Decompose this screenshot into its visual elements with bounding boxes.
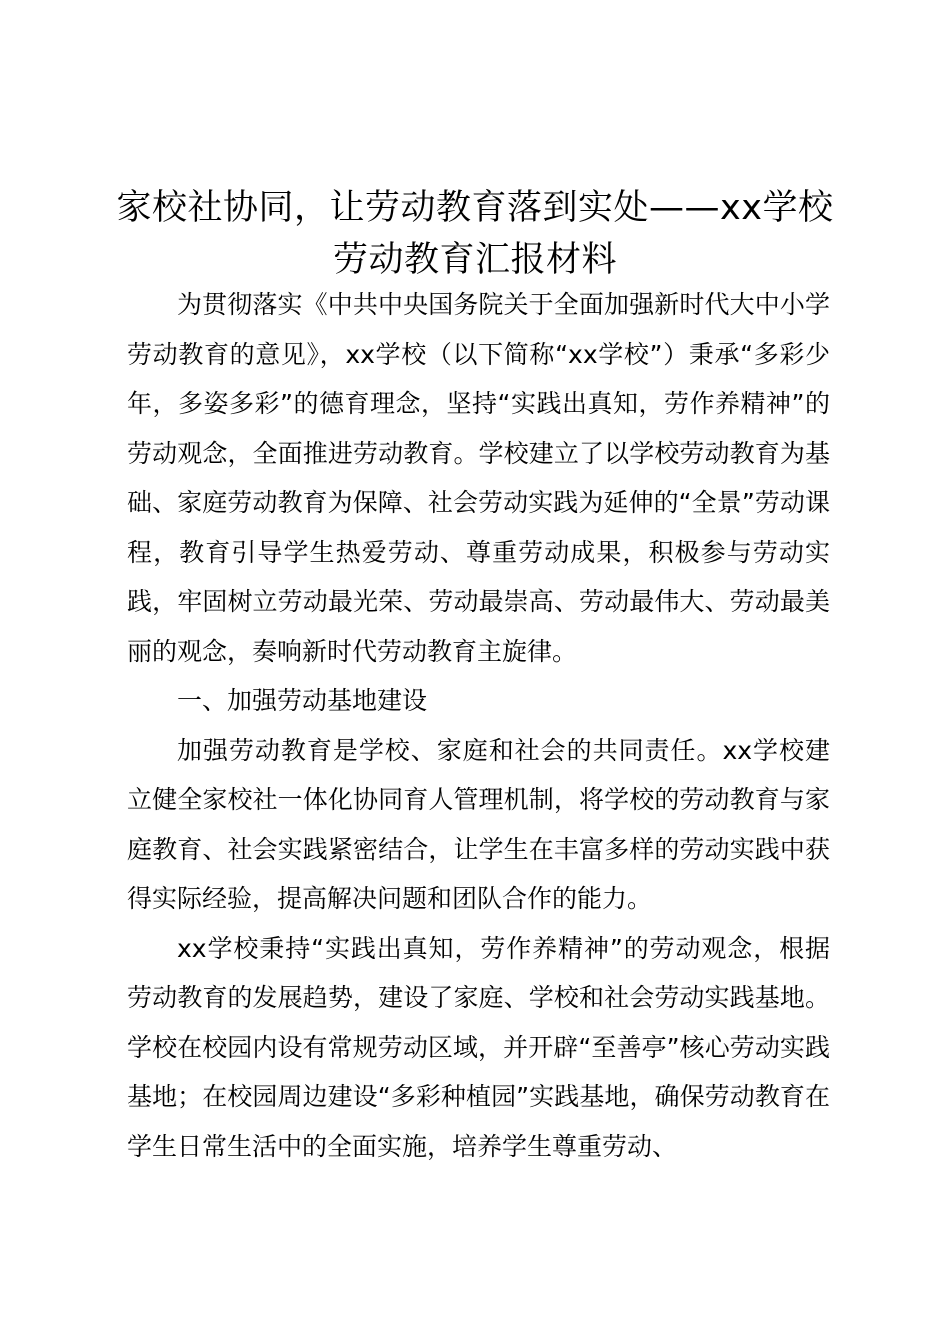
document-body [127, 280, 830, 1171]
section-heading: 一、加强劳动基地建设 [177, 686, 428, 715]
section-paragraph: xx学校秉持“实践出真知，劳作养精神”的劳动观念，根据劳动教育的发展趋势，建设了家庭、学校和社会劳动实践基地。学校在校园内设有常规劳动区域，并开辟“至善亭”核心劳动实践基地；在校园周边建设“多彩种植园”实践基地，确保劳动教育在学生日常生活中的全面实施，培养学生尊重劳动、 [127, 933, 830, 1161]
document-title: 家校社协同，让劳动教育落到实处——xx学校劳动教育汇报材料 [116, 188, 834, 280]
intro-paragraph: 为贯彻落实《中共中央国务院关于全面加强新时代大中小学劳动教育的意见》，xx学校（以下简称“xx学校”）秉承“多彩少年，多姿多彩”的德育理念，坚持“实践出真知，劳作养精神”的劳动观念，全面推进劳动教育。学校建立了以学校劳动教育为基础、家庭劳动教育为保障、社会劳动实践为延伸的“全景”劳动课程，教育引导学生热爱劳动、尊重劳动成果，积极参与劳动实践，牢固树立劳动最光荣、劳动最崇高、劳动最伟大、劳动最美丽的观念，奏响新时代劳动教育主旋律。 [127, 290, 830, 666]
section-paragraph: 加强劳动教育是学校、家庭和社会的共同责任。xx学校建立健全家校社一体化协同育人管理机制，将学校的劳动教育与家庭教育、社会实践紧密结合，让学生在丰富多样的劳动实践中获得实际经验，提高解决问题和团队合作的能力。 [127, 735, 830, 913]
